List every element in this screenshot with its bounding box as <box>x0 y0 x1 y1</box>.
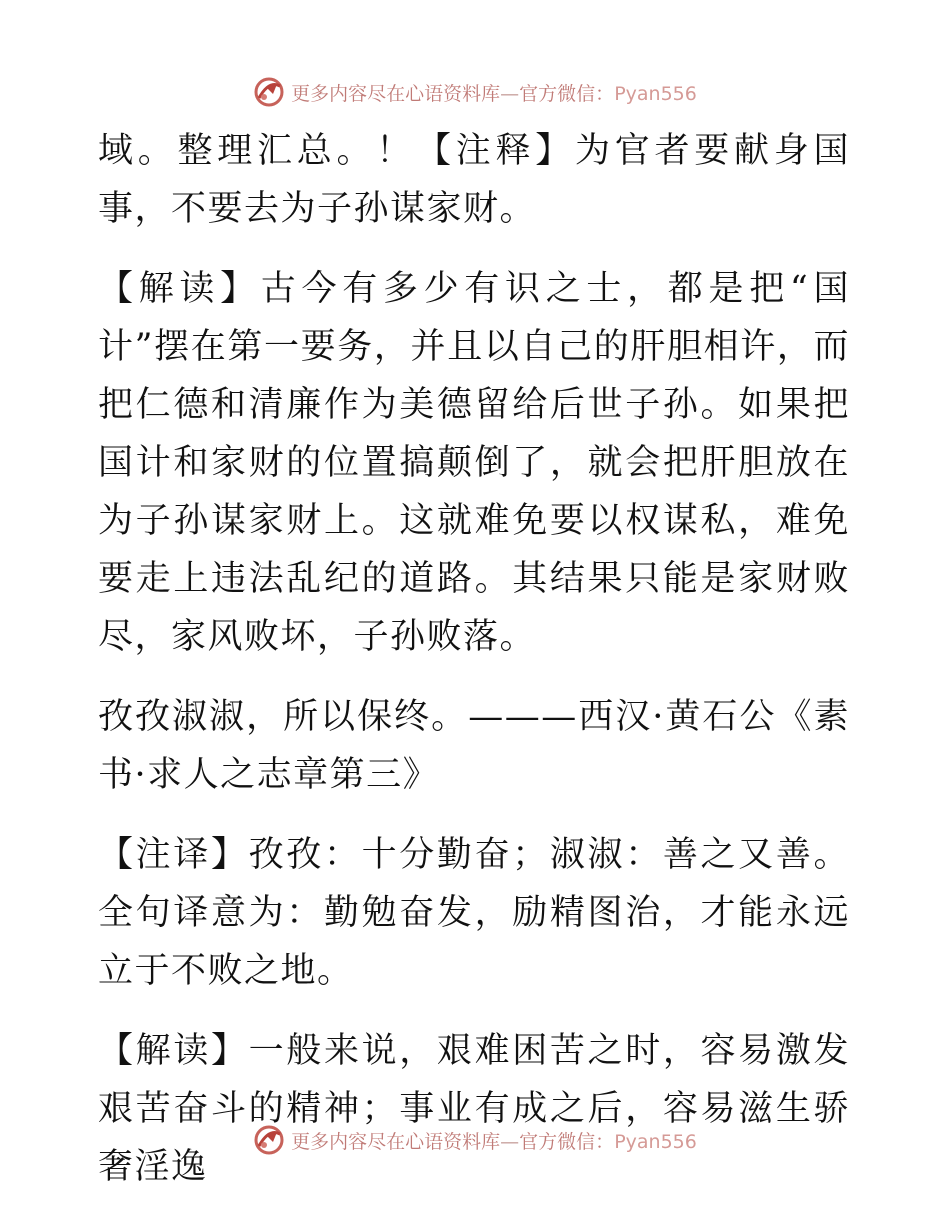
pen-nib-swirl-icon <box>253 1124 285 1156</box>
paragraph-text: 【解读】一般来说，艰难困苦之时，容易激发艰苦奋斗的精神；事业有成之后，容易滋生骄奢淫逸 <box>98 1031 850 1187</box>
watermark-id: Pyan556 <box>614 1130 697 1153</box>
paragraph-interpretation-1 <box>98 260 850 666</box>
paragraph-translation <box>98 826 850 1000</box>
watermark-separator: — <box>500 82 520 105</box>
watermark-text <box>291 79 697 106</box>
watermark-id: Pyan556 <box>614 82 697 105</box>
watermark-brand: 更多内容尽在心语资料库 <box>291 1130 501 1153</box>
watermark-text <box>291 1127 697 1154</box>
paragraph-annotation <box>98 122 850 238</box>
watermark-official: 官方微信： <box>519 1130 615 1153</box>
paragraph-text: 【注译】孜孜：十分勤奋；淑淑：善之又善。全句译意为：勤勉奋发，励精图治，才能永远立于不败之地。 <box>98 835 850 991</box>
watermark-official: 官方微信： <box>519 82 615 105</box>
paragraph-text: 【解读】古今有多少有识之士，都是把“国计”摆在第一要务，并且以自己的肝胆相许，而把仁德和清廉作为美德留给后世子孙。如果把国计和家财的位置搞颠倒了，就会把肝胆放在为子孙谋家财上。这就难免要以权谋私，难免要走上违法乱纪的道路。其结果只能是家财败尽，家风败坏，子孙败落。 <box>98 269 850 657</box>
document-body <box>98 122 850 1196</box>
paragraph-text: 域。整理汇总。！【注释】为官者要献身国事，不要去为子孙谋家财。 <box>98 131 850 229</box>
footer-watermark <box>0 1120 950 1160</box>
pen-nib-swirl-icon <box>253 76 285 108</box>
paragraph-text: 孜孜淑淑，所以保终。———西汉·黄石公《素书·求人之志章第三》 <box>98 697 850 795</box>
paragraph-quote <box>98 688 850 804</box>
watermark-brand: 更多内容尽在心语资料库 <box>291 82 501 105</box>
watermark-separator: — <box>500 1130 520 1153</box>
header-watermark <box>0 72 950 112</box>
paragraph-interpretation-2 <box>98 1022 850 1196</box>
